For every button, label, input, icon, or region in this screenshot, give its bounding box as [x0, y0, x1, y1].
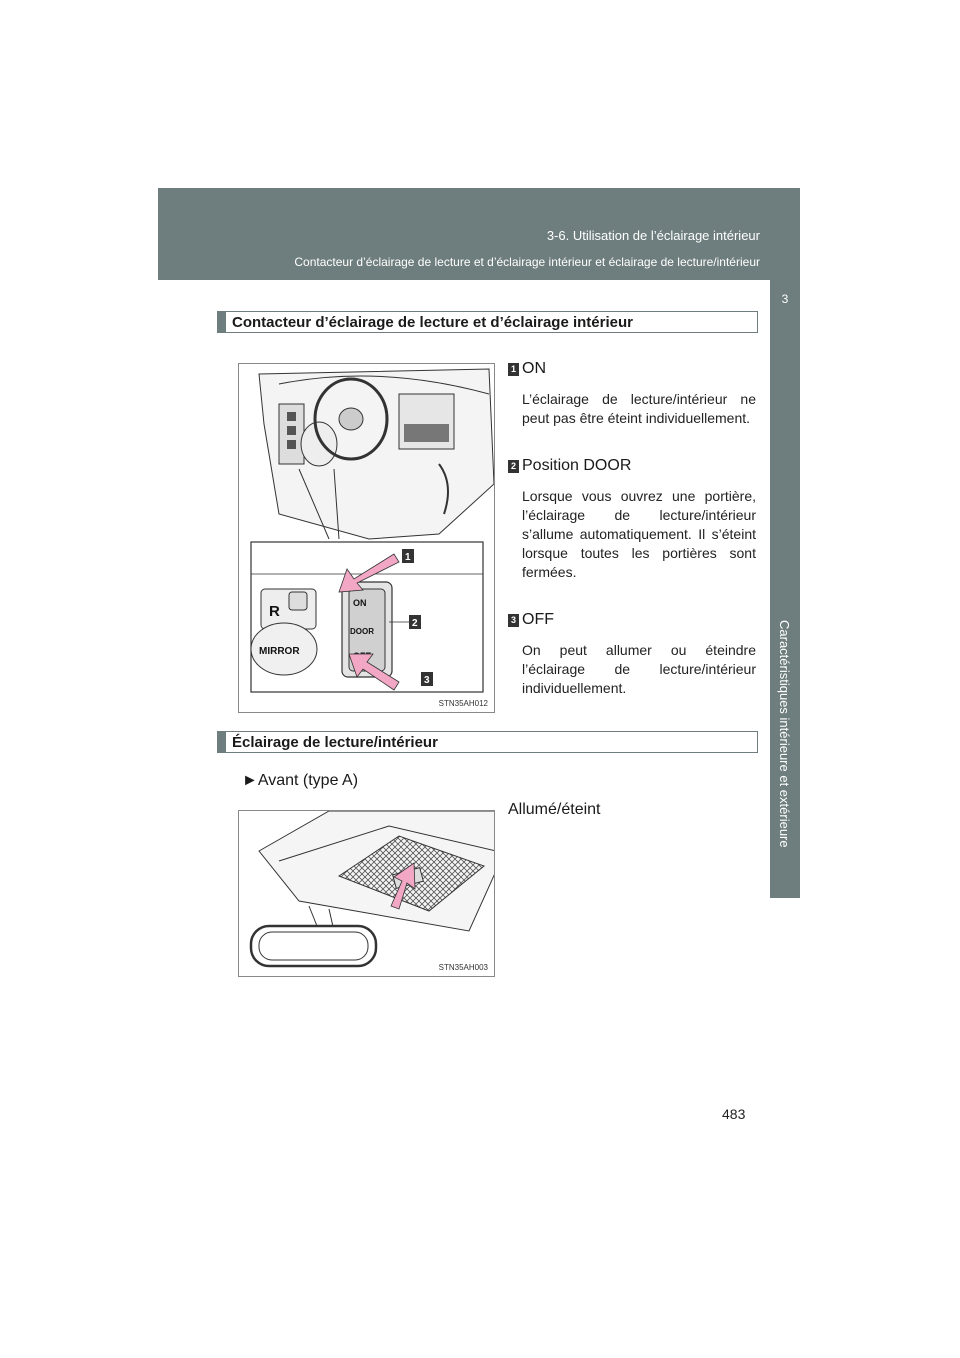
- header-band: [158, 188, 800, 280]
- callout-2: 2: [412, 618, 418, 629]
- item-door-heading: [508, 457, 631, 475]
- item-badge-1: 1: [508, 363, 519, 376]
- item-on-heading: [508, 360, 546, 378]
- switch-label-door: DOOR: [350, 627, 374, 636]
- figure-dashboard-switch: [238, 363, 495, 713]
- chapter-number: 3: [781, 292, 789, 306]
- header-section: 3-6. Utilisation de l’éclairage intérieur: [546, 228, 760, 243]
- item-off-heading: [508, 611, 554, 629]
- section-heading-1: [217, 311, 758, 333]
- callout-1: 1: [405, 552, 411, 563]
- item-text-on: L’éclairage de lecture/intérieur ne peut pas être éteint individuellement.: [522, 391, 756, 426]
- panel-label-mirror: MIRROR: [259, 646, 300, 657]
- panel-label-r: R: [269, 603, 280, 620]
- on-off-label: Allumé/éteint: [508, 801, 601, 818]
- item-title-door: Position DOOR: [522, 457, 632, 474]
- heading-accent: [218, 312, 226, 332]
- page-number: 483: [722, 1106, 746, 1122]
- overhead-illustration: [239, 811, 495, 977]
- chapter-title: Caractéristiques intérieure et extérieure: [777, 620, 792, 848]
- figure-code-2: STN35AH003: [438, 963, 488, 972]
- switch-label-on: ON: [353, 598, 367, 608]
- figure-overhead-light: [238, 810, 495, 977]
- header-subtitle: Contacteur d’éclairage de lecture et d’éclairage intérieur et éclairage de lecture/intérieur: [294, 255, 760, 269]
- section-heading-2: [217, 731, 758, 753]
- section-title-2: Éclairage de lecture/intérieur: [232, 734, 438, 751]
- section-title-1: Contacteur d’éclairage de lecture et d’éclairage intérieur: [232, 314, 633, 331]
- figure-code-1: STN35AH012: [438, 699, 488, 708]
- item-badge-2: 2: [508, 460, 519, 473]
- item-text-off: On peut allumer ou éteindre l’éclairage de lecture/intérieur individuellement.: [522, 642, 756, 696]
- heading-accent: [218, 732, 226, 752]
- item-title-on: ON: [522, 360, 546, 377]
- item-badge-3: 3: [508, 614, 519, 627]
- callout-3: 3: [424, 675, 430, 686]
- variant-bullet: ►Avant (type A): [242, 772, 359, 789]
- dashboard-illustration: [239, 364, 495, 713]
- chapter-tab: [770, 280, 800, 898]
- item-text-door: Lorsque vous ouvrez une portière, l’éclairage de lecture/intérieur s’allume automatiquement. Il s’éteint lorsque toutes les portières sont fermées.: [522, 488, 756, 580]
- item-title-off: OFF: [522, 611, 554, 628]
